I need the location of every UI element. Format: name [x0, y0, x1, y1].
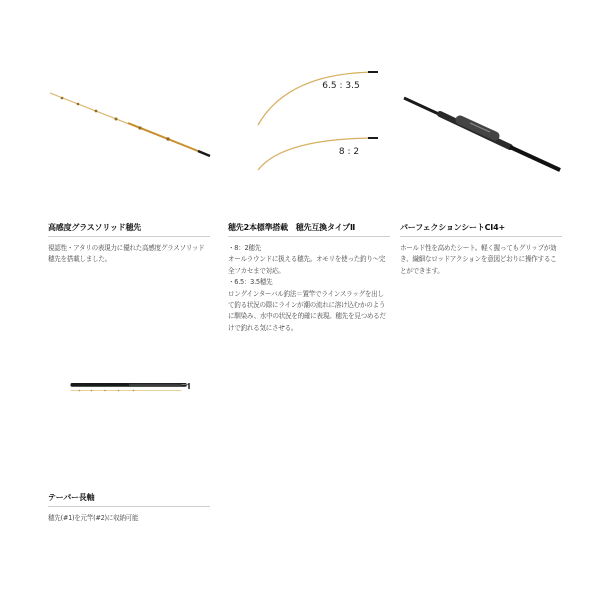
tapered-joint-image: [48, 338, 216, 428]
feature-description: 視認性・アタリの表現力に優れた高感度グラスソリッド穂先を搭載しました。: [48, 244, 205, 264]
divider: [48, 506, 210, 507]
feature-description: 穂先(#1)を元竿(#2)に収納可能: [48, 514, 139, 522]
ratio-label-standard: 8 : 2: [338, 147, 360, 157]
tip-bend-comparison-image: [228, 60, 396, 195]
divider: [48, 236, 210, 237]
reel-seat-image: [400, 60, 568, 180]
feature-description: ・8：2穂先 オールラウンドに扱える穂先。オモリを使った釣り～完全フカセまで対応。 ・6.5：3.5穂先 ロングインターバル釣法＝置竿でラインスラッグを出して釣る状況の際にラインが潮の流れに溶け込むかのように馴染み、水中の状況を的確に表現。穂先を見つめるだけで釣れる気にさせる。: [228, 244, 386, 332]
feature-title: テーパー長軸: [48, 493, 95, 502]
feature-description: ホールド性を高めたシート。軽く握ってもグリップが効き、繊細なロッドアクションを意図どおりに操作することができます。: [400, 244, 557, 275]
feature-title: パーフェクションシートCI4+: [400, 223, 505, 232]
glass-solid-tip-image: [48, 60, 216, 180]
ratio-label-soft: 6.5 : 3.5: [322, 81, 360, 91]
feature-title: 穂先2本標準搭載 穂先互換タイプⅡ: [228, 223, 356, 232]
divider: [400, 236, 562, 237]
divider: [228, 236, 390, 237]
feature-title: 高感度グラスソリッド穂先: [48, 223, 142, 232]
